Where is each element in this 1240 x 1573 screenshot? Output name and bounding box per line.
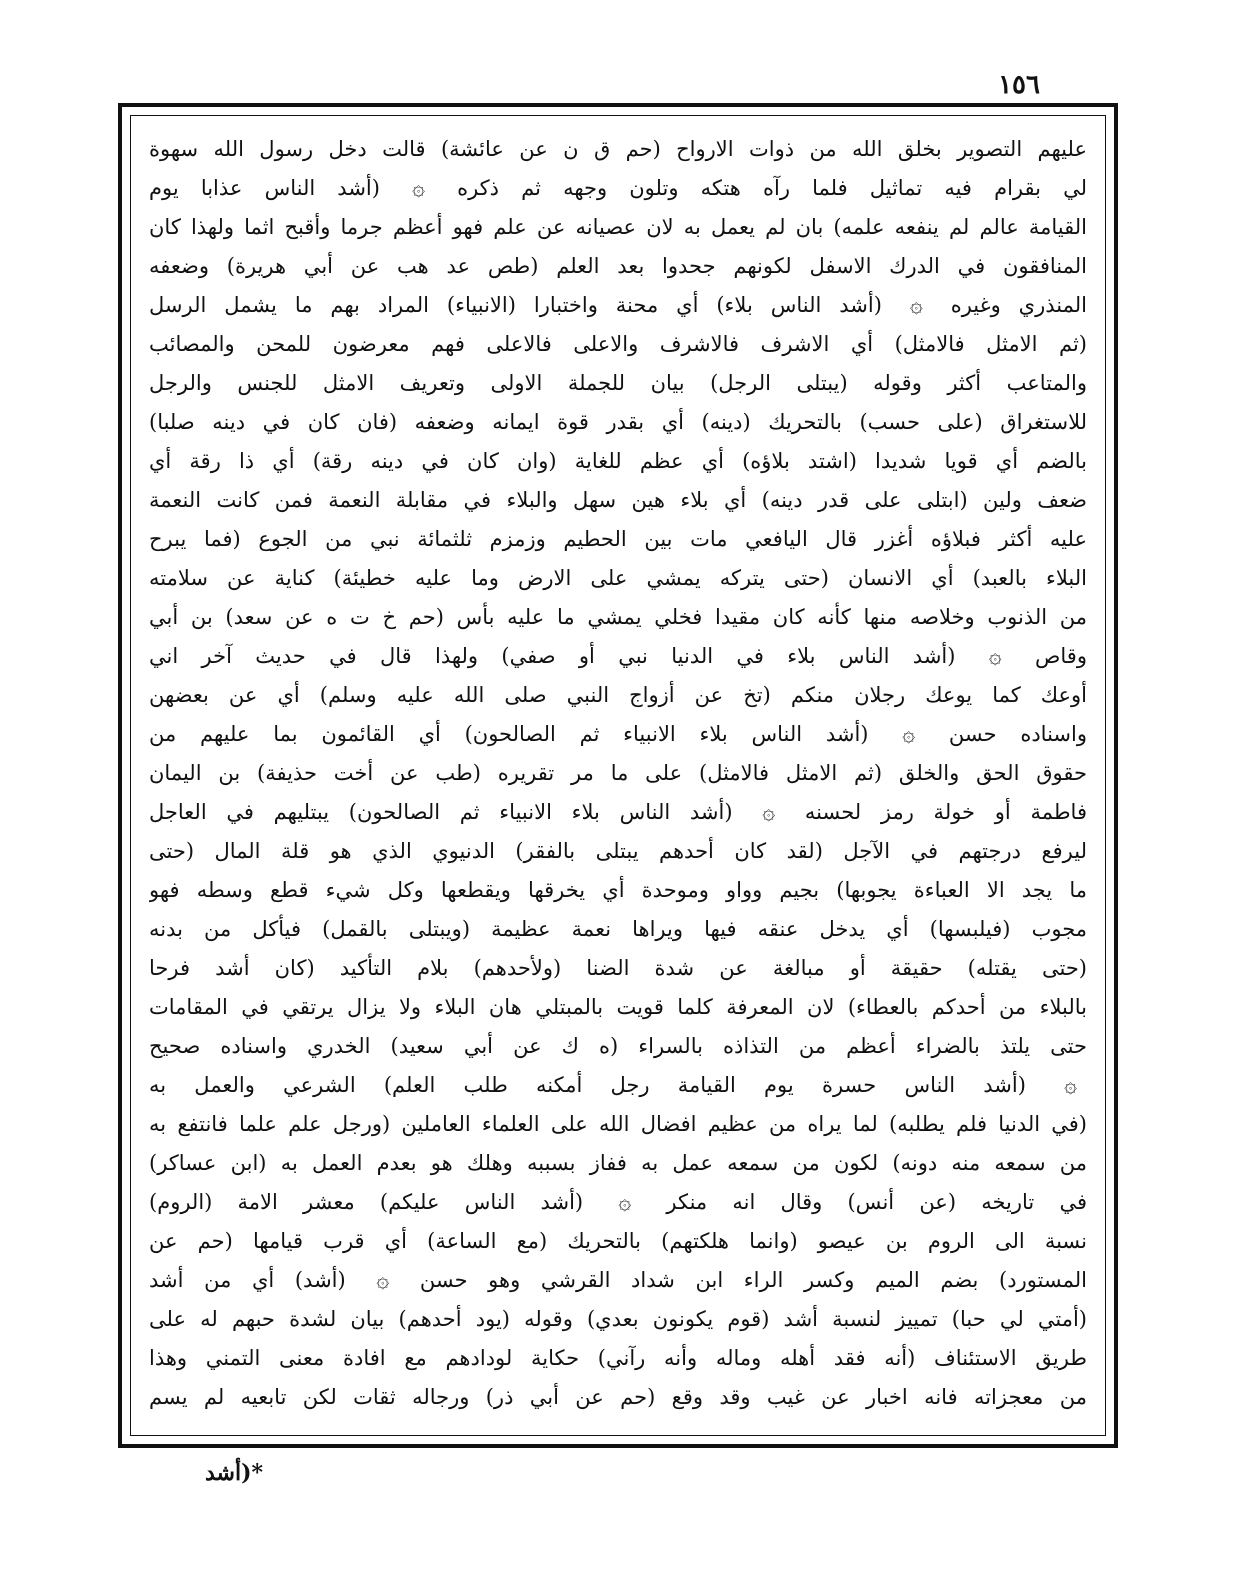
text-line: ما يجد الا العباءة يجوبها) بجيم وواو وموحدة أي يخرقها ويقطعها وكل شيء قطع وسطه فهو xyxy=(149,878,1087,902)
page-number: ١٥٦ xyxy=(998,70,1040,100)
text-line: (في الدنيا فلم يطلبه) لما يراه من عظيم افضال الله على العلماء العاملين (ورجل علم علما فانتفع به xyxy=(149,1112,1087,1136)
text-line: المستورد) بضم الميم وكسر الراء ابن شداد القرشي وهو حسن ۞ (أشد) أي من أشد xyxy=(149,1261,1087,1300)
section-marker-icon: ۞ xyxy=(762,800,776,825)
section-marker-icon: ۞ xyxy=(1064,1073,1077,1098)
text-line: البلاء بالعبد) أي الانسان (حتى يتركه يمشي على الارض وما عليه خطيئة) كناية عن سلامته xyxy=(149,566,1087,590)
text-line: نسبة الى الروم بن عيصو (وانما هلكتهم) بالتحريك (مع الساعة) أي قرب قيامها (حم عن xyxy=(149,1229,1087,1253)
text-line: (حتى يقتله) حقيقة أو مبالغة عن شدة الضنا (ولأحدهم) بلام التأكيد (كان أشد فرحا xyxy=(149,956,1087,980)
text-line: ضعف ولين (ابتلى على قدر دينه) أي بلاء هين سهل والبلاء في مقابلة النعمة فمن كانت النعمة xyxy=(149,488,1087,512)
text-line: (ثم الامثل فالامثل) أي الاشرف فالاشرف والاعلى فالاعلى فهم معرضون للمحن والمصائب xyxy=(149,332,1087,356)
text-line: ۞ (أشد الناس حسرة يوم القيامة رجل أمكنه طلب العلم) الشرعي والعمل به xyxy=(149,1066,1087,1105)
section-marker-icon: ۞ xyxy=(618,1190,632,1215)
text-line: ليرفع درجتهم في الآجل (لقد كان أحدهم يبتلى بالفقر) الدنيوي الذي هو قلة المال (حتى xyxy=(149,839,1087,863)
text-line: لي بقرام فيه تماثيل فلما رآه هتكه وتلون وجهه ثم ذكره ۞ (أشد الناس عذابا يوم xyxy=(149,169,1087,208)
text-line: وقاص ۞ (أشد الناس بلاء في الدنيا نبي أو صفي) ولهذا قال في حديث آخر اني xyxy=(149,637,1087,676)
text-line: والمتاعب أكثر وقوله (يبتلى الرجل) بيان للجملة الاولى وتعريف الامثل للجنس والرجل xyxy=(149,371,1087,395)
commentary-text xyxy=(149,130,1087,1417)
text-line: المنذري وغيره ۞ (أشد الناس بلاء) أي محنة واختبارا (الانبياء) المراد بهم ما يشمل الرسل xyxy=(149,286,1087,325)
text-line: للاستغراق (على حسب) بالتحريك (دينه) أي بقدر قوة ايمانه وضعفه (فان كان في دينه صلبا) xyxy=(149,410,1087,434)
section-marker-icon: ۞ xyxy=(412,176,425,201)
text-line: فاطمة أو خولة رمز لحسنه ۞ (أشد الناس بلاء الانبياء ثم الصالحون) يبتليهم في العاجل xyxy=(149,793,1087,832)
text-line: أوعك كما يوعك رجلان منكم (تخ عن أزواج النبي صلى الله عليه وسلم) أي عن بعضهن xyxy=(149,683,1087,707)
text-line: في تاريخه (عن أنس) وقال انه منكر ۞ (أشد الناس عليكم) معشر الامة (الروم) xyxy=(149,1183,1087,1222)
section-marker-icon: ۞ xyxy=(902,722,916,747)
text-line: القيامة عالم لم ينفعه علمه) بان لم يعمل به لان عصيانه عن علم فهو أعظم جرما وأقبح اثما ولهذا كان xyxy=(149,215,1087,239)
catchword: *(أشد xyxy=(205,1460,264,1486)
section-marker-icon: ۞ xyxy=(376,1268,390,1293)
text-line: المنافقون في الدرك الاسفل لكونهم جحدوا بعد العلم (طص عد هب عن أبي هريرة) وضعفه xyxy=(149,254,1087,278)
text-line: بالضم أي قويا شديدا (اشتد بلاؤه) أي عظم للغاية (وان كان في دينه رقة) أي ذا رقة أي xyxy=(149,449,1087,473)
text-line: (أمتي لي حبا) تمييز لنسبة أشد (قوم يكونون بعدي) وقوله (يود أحدهم) بيان لشدة حبهم له على xyxy=(149,1307,1087,1331)
page-inner-border xyxy=(130,115,1106,1436)
text-line: واسناده حسن ۞ (أشد الناس بلاء الانبياء ثم الصالحون) أي القائمون بما عليهم من xyxy=(149,715,1087,754)
section-marker-icon: ۞ xyxy=(909,293,923,318)
page-border xyxy=(118,103,1118,1448)
text-line: حتى يلتذ بالضراء أعظم من التذاذه بالسراء (ه ك عن أبي سعيد) الخدري واسناده صحيح xyxy=(149,1034,1087,1058)
text-line: مجوب (فيلبسها) أي يدخل عنقه فيها ويراها نعمة عظيمة (ويبتلى بالقمل) فيأكل من بدنه xyxy=(149,917,1087,941)
text-line: عليه أكثر فبلاؤه أغزر قال اليافعي مات بين الحطيم وزمزم ثلثمائة نبي من الجوع (فما يبرح xyxy=(149,527,1087,551)
text-line: بالبلاء من أحدكم بالعطاء) لان المعرفة كلما قويت بالمبتلي هان البلاء ولا يزال يرتقي في المقامات xyxy=(149,995,1087,1019)
text-line: من الذنوب وخلاصه منها كأنه كان مقيدا فخلي يمشي ما عليه بأس (حم خ ت ه عن سعد) بن أبي xyxy=(149,605,1087,629)
section-marker-icon: ۞ xyxy=(988,644,1002,669)
text-line: من سمعه منه دونه) لكون من سمعه عمل به ففاز بسببه وهلك هو بعدم العمل به (ابن عساكر) xyxy=(149,1151,1087,1175)
text-line: حقوق الحق والخلق (ثم الامثل فالامثل) على ما مر تقريره (طب عن أخت حذيفة) بن اليمان xyxy=(149,761,1087,785)
text-line: طريق الاستئناف (أنه فقد أهله وماله وأنه رآني) حكاية لودادهم مع افادة معنى التمني وهذا xyxy=(149,1346,1087,1370)
text-line: عليهم التصوير بخلق الله من ذوات الارواح (حم ق ن عن عائشة) قالت دخل رسول الله سهوة xyxy=(149,137,1087,161)
text-line: من معجزاته فانه اخبار عن غيب وقد وقع (حم عن أبي ذر) ورجاله ثقات لكن تابعيه لم يسم xyxy=(149,1385,1087,1409)
